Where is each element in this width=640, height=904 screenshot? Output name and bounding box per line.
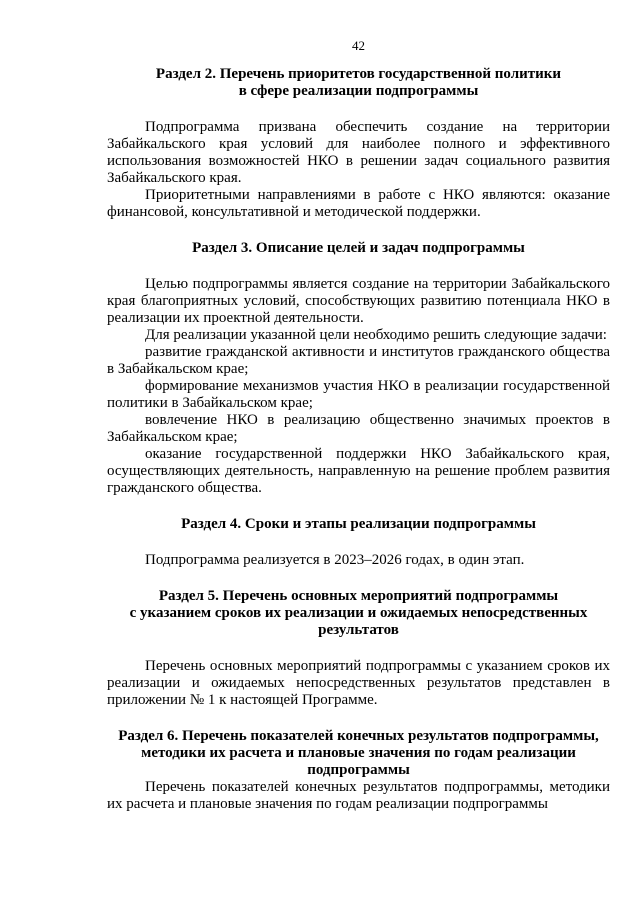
heading-line: Раздел 4. Сроки и этапы реализации подпрограммы	[181, 516, 536, 532]
section-6-heading	[107, 728, 610, 779]
paragraph: Приоритетными направлениями в работе с НКО являются: оказание финансовой, консультативной и методической поддержки.	[107, 187, 610, 220]
heading-line: Раздел 5. Перечень основных мероприятий подпрограммы	[158, 588, 559, 604]
heading-line: Раздел 3. Описание целей и задач подпрограммы	[192, 240, 525, 256]
heading-line: подпрограммы	[307, 762, 410, 778]
paragraph: вовлечение НКО в реализацию общественно значимых проектов в Забайкальском крае;	[107, 412, 610, 445]
section-2-heading	[107, 66, 610, 100]
heading-line: методики их расчета и плановые значения по годам реализации	[141, 745, 576, 761]
paragraph: оказание государственной поддержки НКО Забайкальского края, осуществляющих деятельность, направленную на решение проблем развития гражданского общества.	[107, 446, 610, 496]
heading-line: в сфере реализации подпрограммы	[238, 83, 479, 99]
paragraph: Перечень показателей конечных результатов подпрограммы, методики их расчета и плановые значения по годам реализации подпрограммы	[107, 779, 610, 812]
section-5-heading	[107, 588, 610, 639]
section-3-heading	[107, 240, 610, 257]
paragraph: развитие гражданской активности и институтов гражданского общества в Забайкальском крае;	[107, 344, 610, 377]
heading-line: с указанием сроков их реализации и ожидаемых непосредственных	[129, 605, 588, 621]
paragraph: Для реализации указанной цели необходимо решить следующие задачи:	[145, 327, 607, 343]
paragraph: Подпрограмма призвана обеспечить создание на территории Забайкальского края условий для наиболее полного и эффективного использования возможностей НКО в решении задач социального развития Забайкальского края.	[107, 119, 610, 186]
paragraph: Целью подпрограммы является создание на территории Забайкальского края благоприятных условий, способствующих развитию потенциала НКО в реализации их проектной деятельности.	[107, 276, 610, 326]
paragraph: формирование механизмов участия НКО в реализации государственной политики в Забайкальском крае;	[107, 378, 610, 411]
paragraph: Подпрограмма реализуется в 2023–2026 годах, в один этап.	[145, 552, 525, 568]
section-4-heading	[107, 516, 610, 533]
page-number: 42	[352, 38, 365, 53]
paragraph: Перечень основных мероприятий подпрограммы с указанием сроков их реализации и ожидаемых непосредственных результатов представлен в приложении № 1 к настоящей Программе.	[107, 658, 610, 708]
heading-line: результатов	[318, 622, 399, 638]
heading-line: Раздел 2. Перечень приоритетов государственной политики	[155, 66, 562, 82]
heading-line: Раздел 6. Перечень показателей конечных результатов подпрограммы,	[118, 728, 599, 744]
